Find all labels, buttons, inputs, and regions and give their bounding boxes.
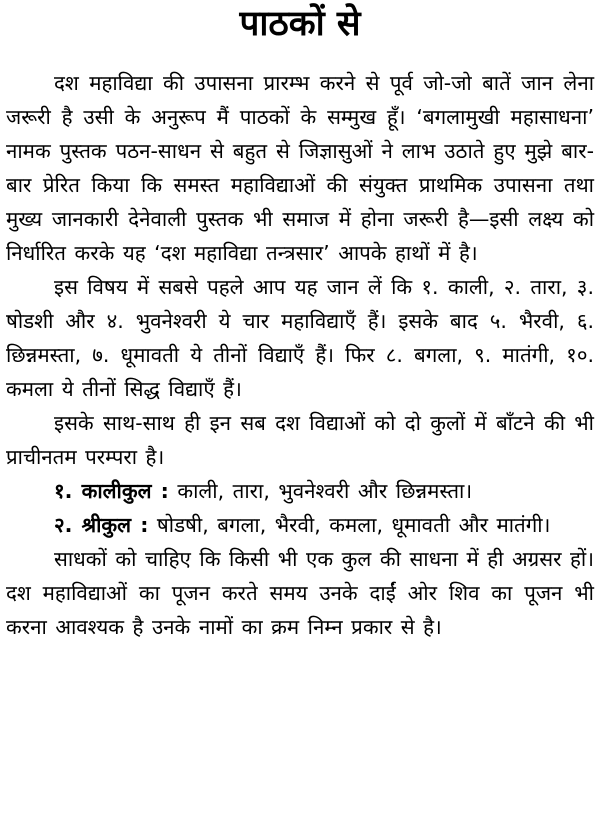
page-title: पाठकों से <box>239 4 361 44</box>
paragraph-mahavidya-list: इस विषय में सबसे पहले आप यह जान लें कि १. काली, २. तारा, ३. षोडशी और ४. भुवनेश्वरी ये चार महाविद्याएँ हैं। इसके बाद ५. भैरवी, ६. छिन्नमस्ता, ७. धूमावती ये तीनों विद्याएँ हैं। फिर ८. बगला, ९. मातंगी, १०. कमला ये तीनों सिद्ध विद्याएँ हैं। <box>6 275 594 401</box>
kalikul-text: काली, तारा, भुवनेश्वरी और छिन्नमस्ता। <box>177 479 473 503</box>
paragraph-sadhana: साधकों को चाहिए कि किसी भी एक कुल की साधना में ही अग्रसर हों। दश महाविद्याओं का पूजन करते समय उनके दाईं ओर शिव का पूजन भी करना आवश्यक है उनके नामों का क्रम निम्न प्रकार से है। <box>6 547 594 639</box>
shrikul-label: २. श्रीकुल : <box>54 513 149 537</box>
kalikul-item <box>6 474 594 508</box>
paragraph-intro: दश महाविद्या की उपासना प्रारम्भ करने से पूर्व जो-जो बातें जान लेना जरूरी है उसी के अनुरूप मैं पाठकों के सम्मुख हूँ। ‘बगलामुखी महासाधना’ नामक पुस्तक पठन-साधन से बहुत से जिज्ञासुओं ने लाभ उठाते हुए मुझे बार-बार प्रेरित किया कि समस्त महाविद्याओं की संयुक्त प्राथमिक उपासना तथा मुख्य जानकारी देनेवाली पुस्तक भी समाज में होना जरूरी है—इसी लक्ष्य को निर्धारित करके यह ‘दश महाविद्या तन्त्रसार’ आपके हाथों में है। <box>6 71 594 265</box>
shrikul-item <box>6 508 594 542</box>
paragraph-kul-intro: इसके साथ-साथ ही इन सब दश विद्याओं को दो कुलों में बाँटने की भी प्राचीनतम परम्परा है। <box>6 411 594 469</box>
shrikul-text: षोडषी, बगला, भैरवी, कमला, धूमावती और मातंगी। <box>156 513 551 537</box>
kalikul-label: १. कालीकुल : <box>54 479 169 503</box>
